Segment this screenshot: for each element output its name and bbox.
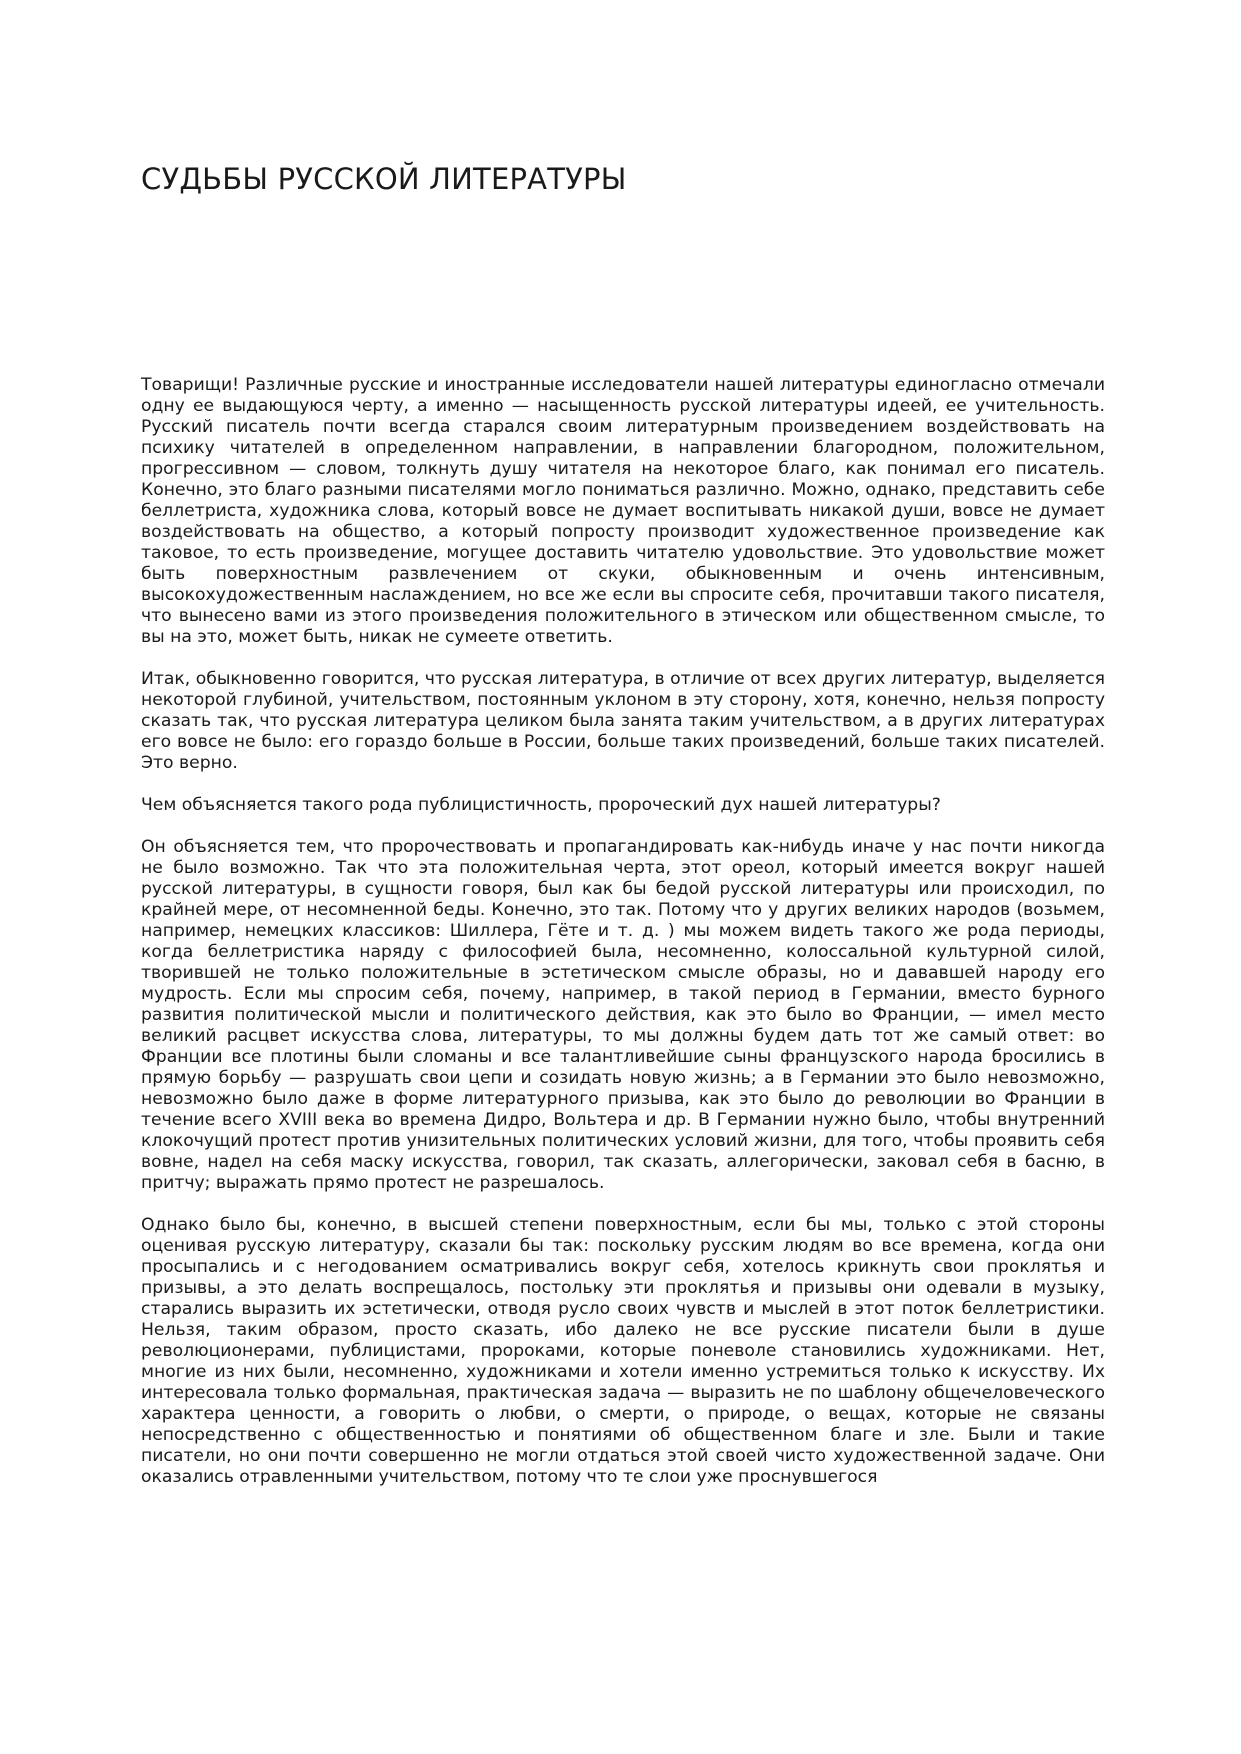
paragraph-2: Итак, обыкновенно говорится, что русская литература, в отличие от всех других литератур, выделяется некоторой глубиной, учительством, постоянным уклоном в эту сторону, хотя, конечно, нельзя попросту сказать так, что русская литература целиком была занята таким учительством, а в других литературах его вовсе не было: его гораздо больше в России, больше таких произведений, больше таких писателей. Это верно. bbox=[141, 669, 1105, 773]
document-body bbox=[141, 375, 1105, 1488]
document-title: СУДЬБЫ РУССКОЙ ЛИТЕРАТУРЫ bbox=[141, 162, 627, 196]
paragraph-3: Чем объясняется такого рода публицистичность, пророческий дух нашей литературы? bbox=[141, 795, 941, 815]
paragraph-1: Товарищи! Различные русские и иностранные исследователи нашей литературы единогласно отмечали одну ее выдающуюся черту, а именно — насыщенность русской литературы идеей, ее учительность. Русский писатель почти всегда старался своим литературным произведением воздействовать на психику читателей в определенном направлении, в направлении благородном, положительном, прогрессивном — словом, толкнуть душу читателя на некоторое благо, как понимал его писатель. Конечно, это благо разными писателями могло пониматься различно. Можно, однако, представить себе беллетриста, художника слова, который вовсе не думает воспитывать никакой души, вовсе не думает воздействовать на общество, а который попросту производит художественное произведение как таковое, то есть произведение, могущее доставить читателю удовольствие. Это удовольствие может быть поверхностным развлечением от скуки, обыкновенным и очень интенсивным, высокохудожественным наслаждением, но все же если вы спросите себя, прочитавши такого писателя, что вынесено вами из этого произведения положительного в этическом или общественном смысле, то вы на это, может быть, никак не сумеете ответить. bbox=[141, 375, 1105, 647]
paragraph-4: Он объясняется тем, что пророчествовать и пропагандировать как-нибудь иначе у нас почти никогда не было возможно. Так что эта положительная черта, этот ореол, который имеется вокруг нашей русской литературы, в сущности говоря, был как бы бедой русской литературы или происходил, по крайней мере, от несомненной беды. Конечно, это так. Потому что у других великих народов (возьмем, например, немецких классиков: Шиллера, Гёте и т. д. ) мы можем видеть такого же рода периоды, когда беллетристика наряду с философией была, несомненно, колоссальной культурной силой, творившей не только положительные в эстетическом смысле образы, но и дававшей народу его мудрость. Если мы спросим себя, почему, например, в такой период в Германии, вместо бурного развития политической мысли и политического действия, как это было во Франции, — имел место великий расцвет искусства слова, литературы, то мы должны будем дать тот же самый ответ: во Франции все плотины были сломаны и все талантливейшие сыны французского народа бросились в прямую борьбу — разрушать свои цепи и созидать новую жизнь; а в Германии это было невозможно, невозможно было даже в форме литературного призыва, как это было до революции во Франции в течение всего XVIII века во времена Дидро, Вольтера и др. В Германии нужно было, чтобы внутренний клокочущий протест против унизительных политических условий жизни, для того, чтобы проявить себя вовне, надел на себя маску искусства, говорил, так сказать, аллегорически, заковал себя в басню, в притчу; выражать прямо протест не разрешалось. bbox=[141, 837, 1105, 1193]
paragraph-5: Однако было бы, конечно, в высшей степени поверхностным, если бы мы, только с этой стороны оценивая русскую литературу, сказали бы так: поскольку русским людям во все времена, когда они просыпались и с негодованием осматривались вокруг себя, хотелось крикнуть свои проклятья и призывы, а это делать воспрещалось, постольку эти проклятья и призывы они одевали в музыку, старались выразить их эстетически, отводя русло своих чувств и мыслей в этот поток беллетристики. Нельзя, таким образом, просто сказать, ибо далеко не все русские писатели были в душе революционерами, публицистами, пророками, которые поневоле становились художниками. Нет, многие из них были, несомненно, художниками и хотели именно устремиться только к искусству. Их интересовала только формальная, практическая задача — выразить не по шаблону общечеловеческого характера ценности, а говорить о любви, о смерти, о природе, о вещах, которые не связаны непосредственно с общественностью и понятиями об общественном благе и зле. Были и такие писатели, но они почти совершенно не могли отдаться этой своей чисто художественной задаче. Они оказались отравленными учительством, потому что те слои уже проснувшегося bbox=[141, 1215, 1105, 1487]
